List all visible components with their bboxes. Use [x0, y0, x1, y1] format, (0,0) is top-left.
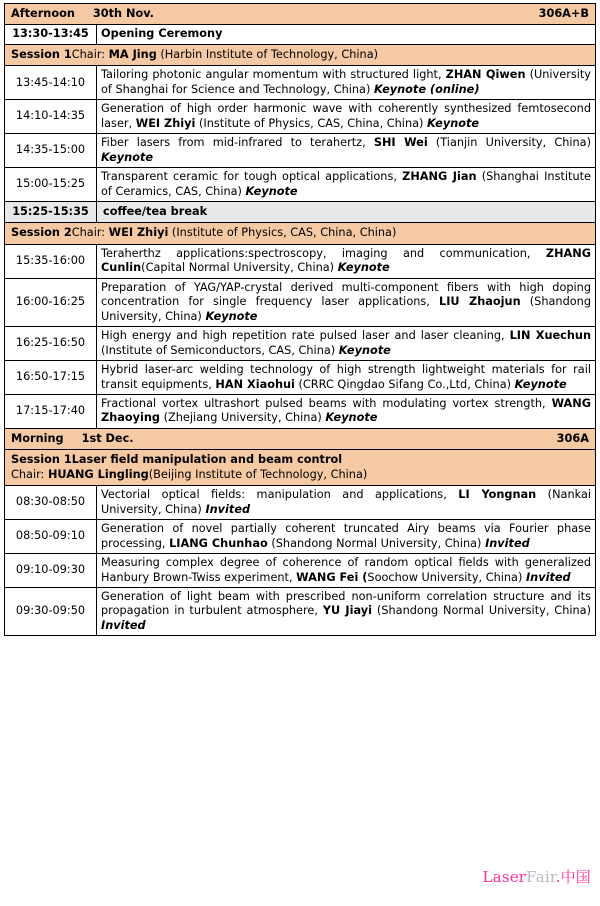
talk-title: Fiber lasers from mid-infrared to terahertz, — [101, 136, 374, 150]
day2-period: Morning — [11, 431, 64, 445]
talk-time: 15:00-15:25 — [5, 168, 97, 202]
talk-title: Tailoring photonic angular momentum with structured light, — [101, 68, 446, 82]
chair-affiliation: (Beijing Institute of Technology, China) — [148, 467, 368, 481]
day1-date: 30th Nov. — [92, 7, 154, 20]
talk-type: Keynote — [337, 261, 390, 275]
talk-affiliation: (Nankai University, China) — [101, 488, 592, 516]
table-row — [5, 168, 596, 202]
talk-description — [97, 66, 596, 100]
chair-name: WEI Zhiyi — [108, 226, 169, 240]
ceremony-time: 13:30-13:45 — [5, 25, 97, 44]
talk-type: Keynote — [514, 377, 567, 391]
talk-title: Preparation of YAG/YAP-crystal derived multi-component fibers with high doping concentration for single frequency laser applications, — [101, 280, 591, 309]
table-row — [5, 394, 596, 428]
talk-description — [97, 361, 596, 395]
talk-type: Keynote — [245, 184, 298, 198]
day1-period: Afternoon — [11, 7, 75, 20]
table-row — [5, 486, 596, 520]
talk-description — [97, 327, 596, 361]
chair-affiliation: (Institute of Physics, CAS, China, China) — [168, 226, 397, 240]
talk-time: 08:50-09:10 — [5, 520, 97, 554]
talk-description — [97, 520, 596, 554]
talk-description — [97, 278, 596, 326]
session-label: Session 1 — [11, 453, 72, 467]
talk-type: Keynote — [325, 411, 378, 425]
talk-type: Keynote (online) — [373, 82, 480, 96]
talk-speaker: ZHANG Jian — [402, 170, 477, 184]
talk-time: 08:30-08:50 — [5, 486, 97, 520]
talk-title: Hybrid laser-arc welding technology of high strength lightweight materials for rail transit equipments, — [101, 363, 591, 391]
talk-speaker: YU Jiayi — [322, 604, 373, 618]
talk-time: 13:45-14:10 — [5, 66, 97, 100]
day2-session1-bar — [5, 450, 596, 486]
talk-affiliation: (Shandong University, China) — [101, 295, 591, 323]
talk-speaker: LIN Xuechun — [509, 329, 592, 343]
talk-time: 16:25-16:50 — [5, 327, 97, 361]
talk-type: Keynote — [205, 309, 258, 323]
talk-time: 09:30-09:50 — [5, 587, 97, 635]
talk-title: Generation of light beam with prescribed non-uniform correlation structure and its propagation in turbulent atmosphere, — [101, 589, 591, 618]
chair-affiliation: (Harbin Institute of Technology, China) — [156, 47, 379, 61]
day2-room: 306A — [556, 431, 589, 445]
talk-affiliation: (Tianjin University, China) — [427, 136, 591, 150]
talk-title: Vectorial optical fields: manipulation and applications, — [101, 488, 459, 502]
table-row — [5, 587, 596, 635]
talk-affiliation: (Shandong Normal University, China) — [372, 604, 591, 618]
talk-speaker: WEI Zhiyi — [135, 116, 196, 130]
talk-affiliation: Soochow University, China) — [367, 570, 526, 584]
table-row — [5, 278, 596, 326]
session-topic-line — [11, 453, 589, 467]
talk-title: High energy and high repetition rate pulsed laser and laser cleaning, — [101, 329, 510, 343]
schedule-table — [4, 3, 596, 636]
talk-description — [97, 244, 596, 278]
table-row — [5, 361, 596, 395]
day1-session1-bar — [5, 44, 596, 65]
talk-speaker: ZHAN Qiwen — [445, 68, 526, 82]
talk-speaker: LIU Zhaojun — [439, 295, 521, 309]
talk-affiliation: (University of Shanghai for Science and Technology, China) — [101, 68, 591, 96]
talk-description — [97, 168, 596, 202]
talk-description — [97, 134, 596, 168]
chair-name: MA Jing — [108, 47, 157, 61]
session-chair-line — [11, 468, 589, 482]
ceremony-label: Opening Ceremony — [97, 25, 596, 44]
session-bar-row — [5, 44, 596, 65]
chair-prefix: Chair: — [11, 467, 48, 481]
talk-time: 15:35-16:00 — [5, 244, 97, 278]
ceremony-row — [5, 25, 596, 44]
chair-prefix: Chair: — [71, 47, 109, 61]
talk-title: Measuring complex degree of coherence of random optical fields with generalized Hanbury Brown-Twiss experiment, — [101, 556, 591, 584]
talk-time: 14:10-14:35 — [5, 100, 97, 134]
break-row — [5, 201, 596, 222]
table-row — [5, 554, 596, 588]
talk-speaker: LIANG Chunhao — [169, 536, 268, 550]
talk-type: Invited — [101, 618, 146, 632]
day2-date: 1st Dec. — [81, 431, 134, 445]
talk-description — [97, 554, 596, 588]
day1-room: 306A+B — [538, 7, 589, 20]
table-row — [5, 244, 596, 278]
session-topic: Laser field manipulation and beam control — [71, 453, 343, 467]
talk-title: Teraherthz applications:spectroscopy, imaging and communication, — [101, 246, 546, 260]
talk-description — [97, 486, 596, 520]
talk-title: Generation of novel partially coherent truncated Airy beams via Fourier phase processing, — [101, 522, 591, 550]
talk-affiliation: (Shandong Normal University, China) — [267, 536, 486, 550]
session-label: Session 1 — [11, 47, 72, 61]
talk-title: Generation of high order harmonic wave with coherently synthesized femtosecond laser, — [101, 102, 591, 130]
talk-time: 16:00-16:25 — [5, 278, 97, 326]
talk-affiliation: (Shanghai Institute of Ceramics, CAS, China) — [101, 170, 592, 198]
talk-type: Invited — [485, 536, 530, 550]
table-row — [5, 327, 596, 361]
watermark-part3: .中国 — [555, 868, 591, 886]
talk-affiliation: (Capital Normal University, China) — [141, 261, 338, 275]
day-banner-row — [5, 4, 596, 25]
talk-description — [97, 394, 596, 428]
talk-title: Fractional vortex ultrashort pulsed beams with modulating vortex strength, — [101, 396, 552, 410]
talk-description — [97, 587, 596, 635]
break-time: 15:25-15:35 — [5, 201, 97, 222]
talk-speaker: LI Yongnan — [458, 488, 537, 502]
watermark-part2: Fair — [526, 868, 556, 886]
talk-affiliation: (Institute of Semiconductors, CAS, China) — [101, 343, 339, 357]
talk-type: Invited — [205, 502, 251, 516]
table-row — [5, 66, 596, 100]
talk-affiliation: (CRRC Qingdao Sifang Co.,Ltd, China) — [294, 377, 515, 391]
day1-banner — [5, 4, 596, 25]
session-bar-row — [5, 223, 596, 244]
talk-speaker: HAN Xiaohui — [215, 377, 295, 391]
session-label: Session 2 — [11, 226, 72, 240]
day2-banner — [5, 428, 596, 449]
talk-type: Keynote — [101, 150, 154, 164]
talk-type: Invited — [525, 570, 571, 584]
talk-description — [97, 100, 596, 134]
table-row — [5, 100, 596, 134]
talk-affiliation: (Institute of Physics, CAS, China, China) — [195, 116, 428, 130]
table-row — [5, 134, 596, 168]
day-banner-row — [5, 428, 596, 449]
talk-type: Keynote — [427, 116, 480, 130]
talk-type: Keynote — [338, 343, 391, 357]
watermark — [483, 866, 591, 887]
talk-title: Transparent ceramic for tough optical applications, — [101, 170, 403, 184]
talk-speaker: WANG Zhaoying — [101, 396, 591, 425]
talk-time: 09:10-09:30 — [5, 554, 97, 588]
talk-speaker: SHI Wei — [373, 136, 428, 150]
talk-speaker: WANG Fei ( — [296, 570, 368, 584]
talk-time: 14:35-15:00 — [5, 134, 97, 168]
chair-name: HUANG Lingling — [47, 467, 149, 481]
talk-time: 16:50-17:15 — [5, 361, 97, 395]
talk-speaker: ZHANG Cunlin — [101, 246, 591, 275]
talk-affiliation: (Zhejiang University, China) — [159, 411, 326, 425]
chair-prefix: Chair: — [71, 226, 109, 240]
session-bar-row — [5, 450, 596, 486]
break-label: coffee/tea break — [97, 201, 596, 222]
watermark-part1: Laser — [482, 868, 527, 886]
talk-time: 17:15-17:40 — [5, 394, 97, 428]
table-row — [5, 520, 596, 554]
day1-session2-bar — [5, 223, 596, 244]
